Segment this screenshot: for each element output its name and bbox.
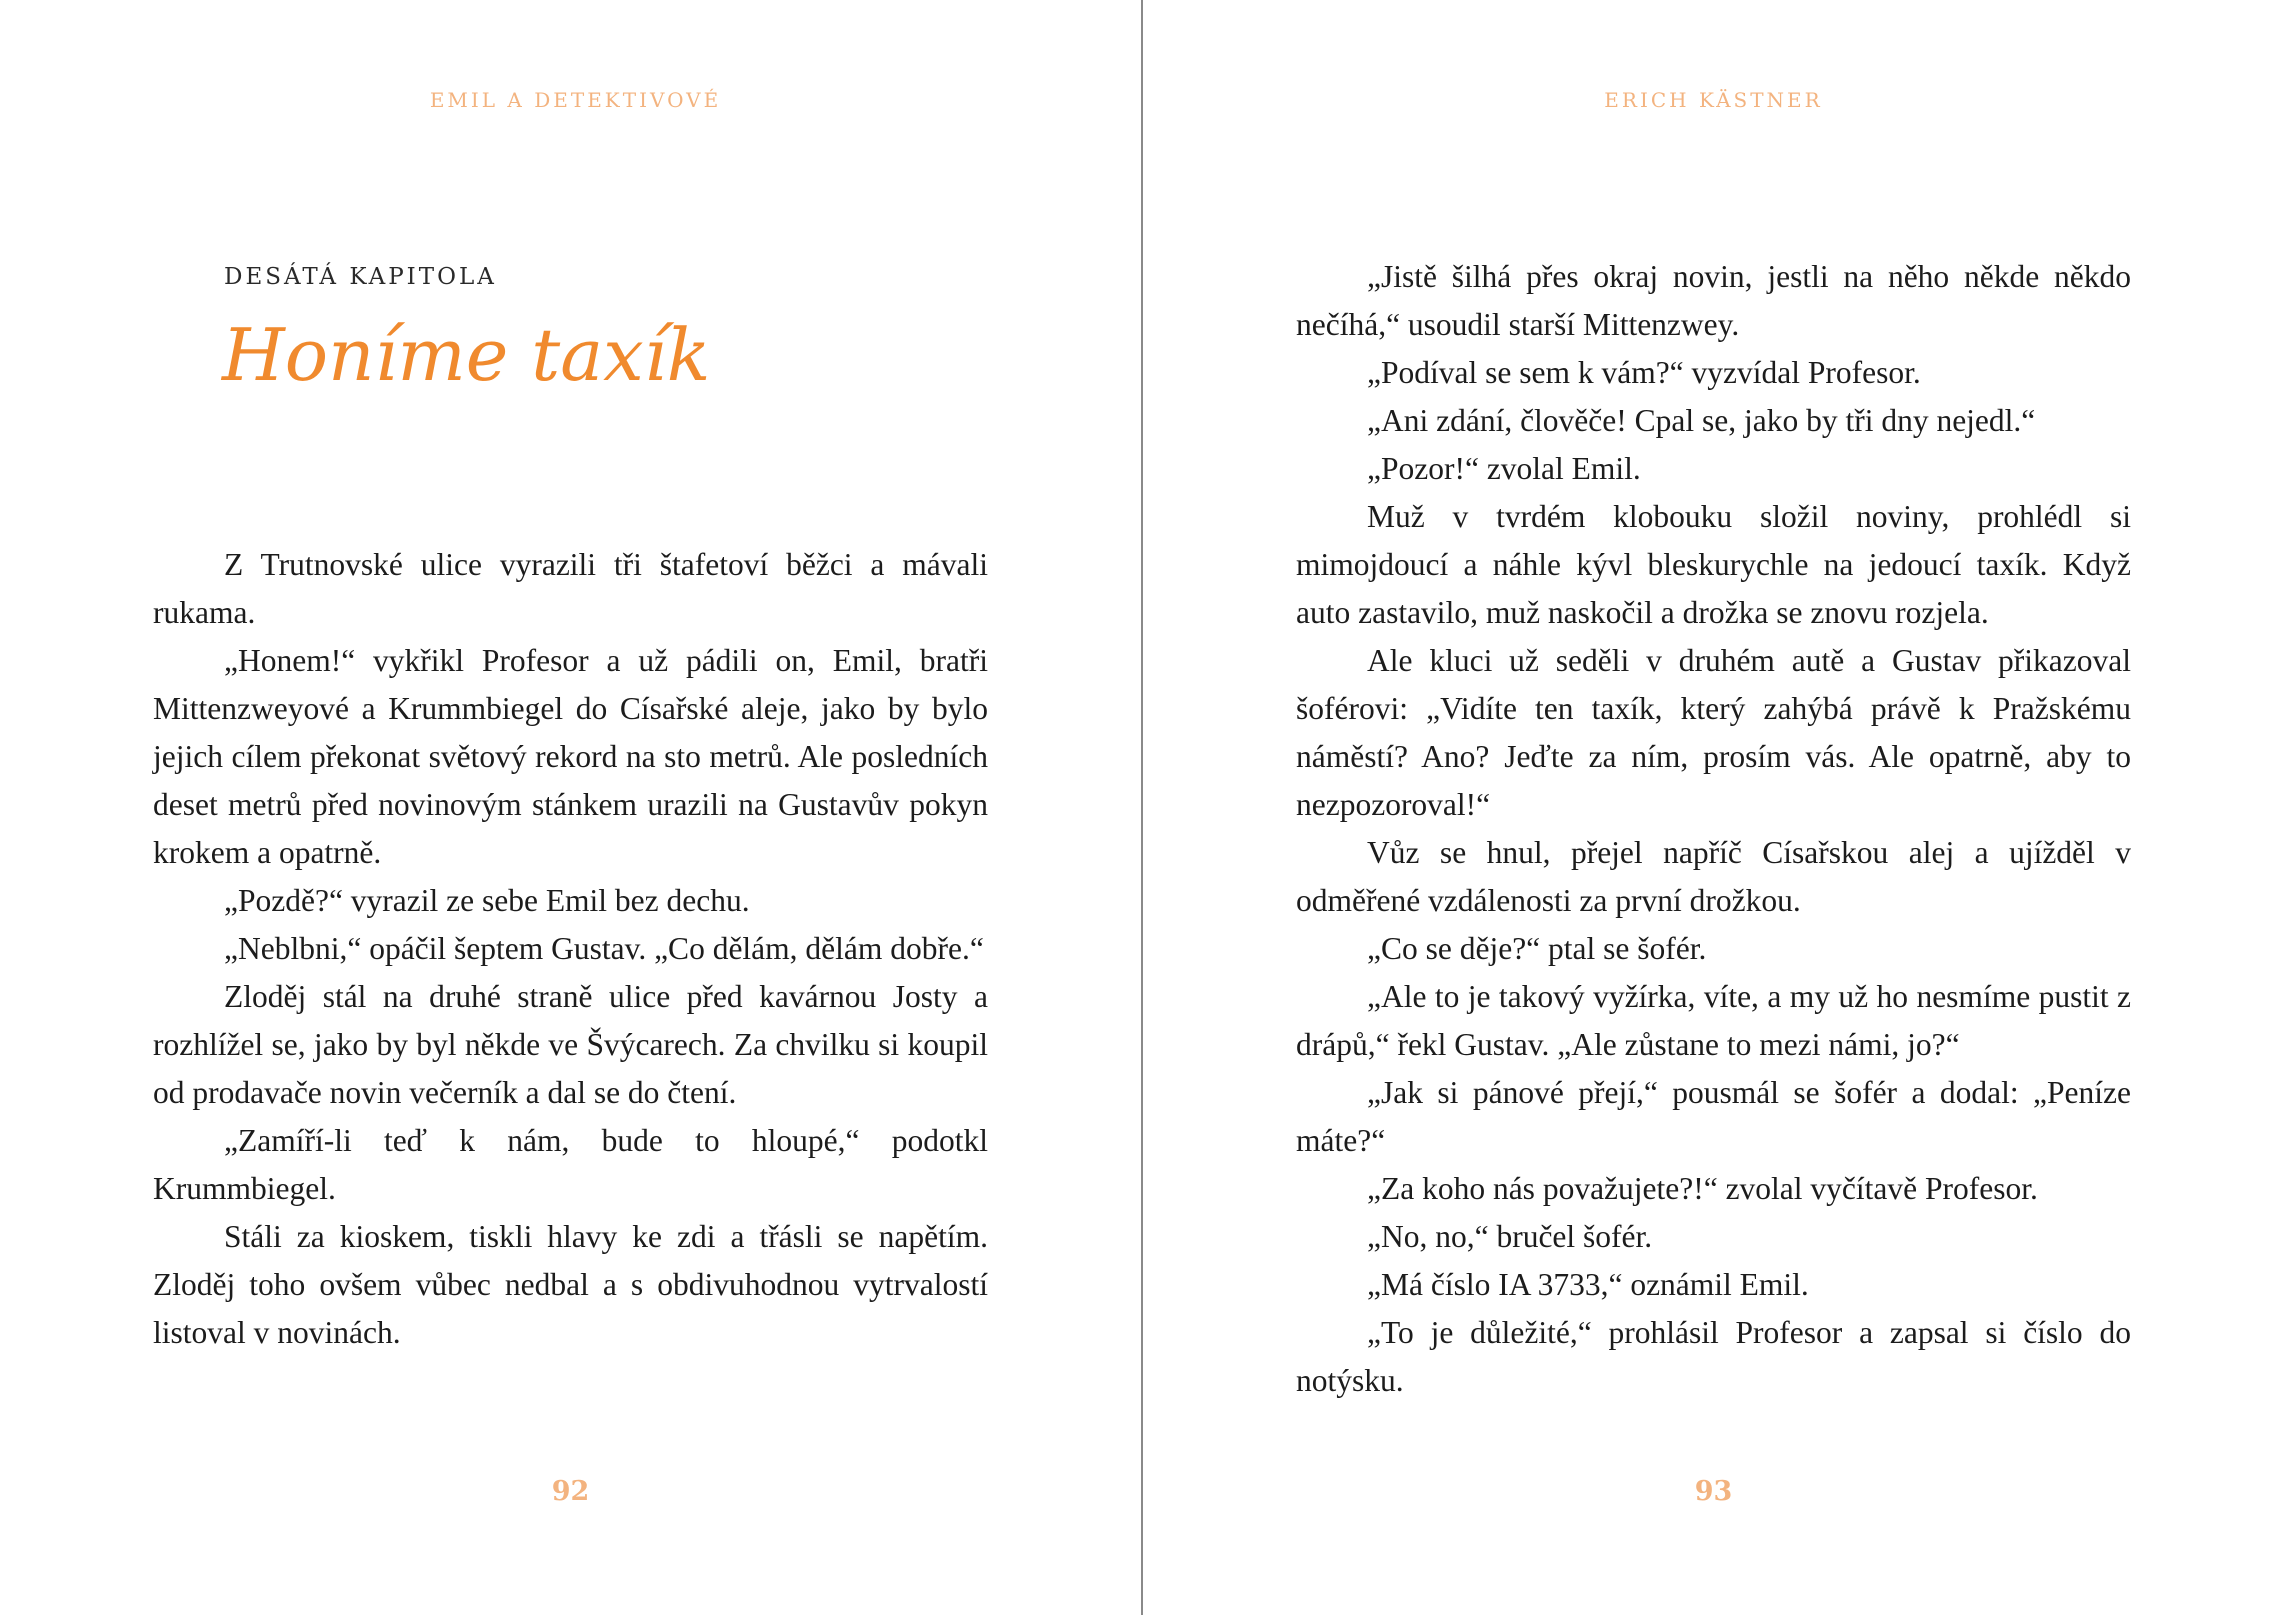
paragraph: Z Trutnovské ulice vyrazili tři štafetoví běžci a mávali rukama. <box>153 547 988 630</box>
paragraph: „Podíval se sem k vám?“ vyzvídal Profesor. <box>1367 355 1921 390</box>
paragraph: „Zamíří-li teď k nám, bude to hloupé,“ podotkl Krummbiegel. <box>153 1123 988 1206</box>
running-head-author: ERICH KÄSTNER <box>1604 88 1823 112</box>
body-text <box>153 541 988 1357</box>
paragraph: Stáli za kioskem, tiskli hlavy ke zdi a třásli se napětím. Zloděj toho ovšem vůbec nedbal a s obdivuhodnou vytrvalostí listoval v novinách. <box>153 1219 988 1350</box>
chapter-label: DESÁTÁ KAPITOLA <box>224 264 497 290</box>
paragraph: „Jak si pánové přejí,“ pousmál se šofér a dodal: „Peníze máte?“ <box>1296 1075 2131 1158</box>
paragraph: „Neblbni,“ opáčil šeptem Gustav. „Co dělám, dělám dobře.“ <box>224 931 984 966</box>
paragraph: „No, no,“ bručel šofér. <box>1367 1219 1653 1254</box>
page-number: 93 <box>1694 1476 1733 1507</box>
paragraph: „Za koho nás považujete?!“ zvolal vyčítavě Profesor. <box>1367 1171 2038 1206</box>
body-text <box>1296 253 2131 1405</box>
paragraph: Zloděj stál na druhé straně ulice před kavárnou Josty a rozhlížel se, jako by byl někde ve Švýcarech. Za chvilku si koupil od prodavače novin večerník a dal se do čtení. <box>153 979 988 1110</box>
paragraph: „Pozor!“ zvolal Emil. <box>1367 451 1641 486</box>
right-page <box>1143 0 2284 1615</box>
paragraph: Muž v tvrdém klobouku složil noviny, prohlédl si mimojdoucí a náhle kývl bleskurychle na jedoucí taxík. Když auto zastavilo, muž naskočil a drožka se znovu rozjela. <box>1296 499 2131 630</box>
running-head-title: EMIL A DETEKTIVOVÉ <box>429 88 722 112</box>
paragraph: „Ani zdání, člověče! Cpal se, jako by tři dny nejedl.“ <box>1367 403 2036 438</box>
paragraph: Vůz se hnul, přejel napříč Císařskou alej a ujížděl v odměřené vzdálenosti za první drožkou. <box>1296 835 2131 918</box>
paragraph: „Jistě šilhá přes okraj novin, jestli na něho někde někdo nečíhá,“ usoudil starší Mittenzwey. <box>1296 259 2131 342</box>
left-page <box>0 0 1141 1615</box>
paragraph: „Pozdě?“ vyrazil ze sebe Emil bez dechu. <box>224 883 750 918</box>
paragraph: „Ale to je takový vyžírka, víte, a my už ho nesmíme pustit z drápů,“ řekl Gustav. „Ale zůstane to mezi námi, jo?“ <box>1296 979 2131 1062</box>
paragraph: „To je důležité,“ prohlásil Profesor a zapsal si číslo do notýsku. <box>1296 1315 2131 1398</box>
page-number: 92 <box>551 1476 590 1507</box>
paragraph: „Honem!“ vykřikl Profesor a už pádili on, Emil, bratři Mittenzweyové a Krummbiegel do Císařské aleje, jako by bylo jejich cílem překonat světový rekord na sto metrů. Ale posledních deset metrů před novinovým stánkem urazili na Gustavův pokyn krokem a opatrně. <box>153 643 988 870</box>
chapter-title: Honíme taxík <box>222 313 711 397</box>
paragraph: „Má číslo IA 3733,“ oznámil Emil. <box>1367 1267 1809 1302</box>
paragraph: Ale kluci už seděli v druhém autě a Gustav přikazoval šoférovi: „Vidíte ten taxík, který zahýbá právě k Pražskému náměstí? Ano? Jeďte za ním, prosím vás. Ale opatrně, aby to nezpozoroval!“ <box>1296 643 2131 822</box>
paragraph: „Co se děje?“ ptal se šofér. <box>1367 931 1707 966</box>
